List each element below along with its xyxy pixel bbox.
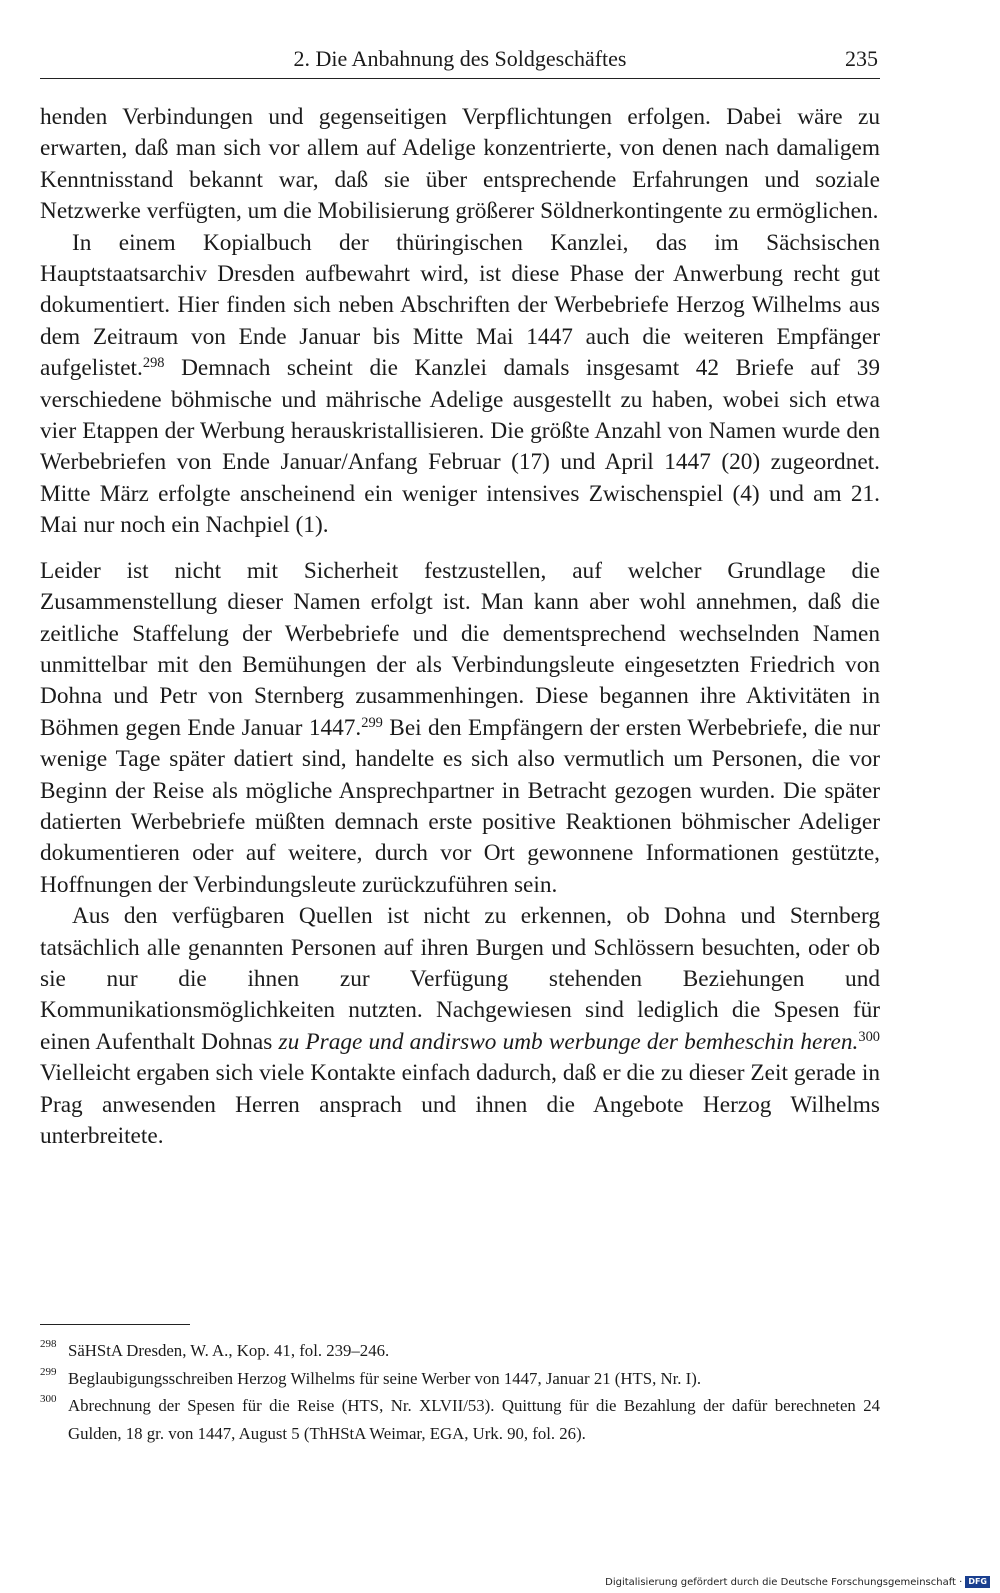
footnote-divider [40, 1324, 190, 1325]
paragraph-text: Bei den Empfängern der ersten Werbebriefe, die nur wenige Tage später datiert sind, handelte es sich also vermutlich um Personen, die vor Beginn der Reise als mögliche Ansprechpartner in Betracht gezogen wurden. Die später datierten Werbebriefe müßten demnach erste positive Reaktionen böhmischer Adeliger dokumentieren oder auf weitere, durch vor Ort gewonnene Informationen gestützte, Hoffnungen der Verbindungsleute zurückzuführen sein. [40, 714, 880, 898]
digitization-credit-text: Digitalisierung gefördert durch die Deutsche Forschungsgemeinschaft · [605, 1576, 963, 1588]
footnote-number: 300 [40, 1393, 57, 1405]
paragraph [40, 102, 880, 228]
footnote-text: Beglaubigungsschreiben Herzog Wilhelms für seine Werber von 1447, Januar 21 (HTS, Nr. I). [68, 1368, 702, 1388]
footnotes [40, 1337, 880, 1447]
footnote-text: SäHStA Dresden, W. A., Kop. 41, fol. 239–246. [68, 1341, 390, 1360]
footnote [40, 1365, 880, 1393]
italic-quotation: zu Prage und andirswo umb werbunge der bemheschin heren. [278, 1028, 859, 1055]
paragraph [40, 556, 880, 901]
footnote [40, 1337, 880, 1365]
paragraph [40, 901, 880, 1152]
footnote-number: 299 [40, 1365, 57, 1378]
paragraph-text: henden Verbindungen und gegenseitigen Verpflichtungen erfolgen. Dabei wäre zu erwarten, daß man sich vor allem auf Adelige konzentrierte, von denen nach damaligem Kenntnisstand bekannt war, daß sie über entsprechende Erfahrungen und soziale Netzwerke verfügten, um die Mobilisierung größerer Söldnerkontingente zu ermöglichen. [40, 104, 880, 225]
main-text [40, 102, 880, 1152]
digitization-credit [605, 1576, 990, 1588]
footnote [40, 1392, 880, 1447]
page-number: 235 [845, 46, 878, 71]
paragraph-text: Aus den verfügbaren Quellen ist nicht zu erkennen, ob Dohna und Sternberg tatsächlich alle genannten Personen auf ihren Burgen und Schlössern besuchten, oder ob sie nur die ihnen zur Verfügung stehenden Beziehungen und Kommunikationsmöglichkeiten nutzten. Nachgewiesen sind lediglich die Spesen für einen Aufenthalt Dohnas [40, 903, 880, 1055]
paragraph-text: Vielleicht ergaben sich viele Kontakte einfach dadurch, daß er die zu dieser Zeit gerade in Prag anwesenden Herren ansprach und ihnen die Angebote Herzog Wilhelms unterbreitete. [40, 1060, 880, 1149]
footnote-reference: 299 [361, 714, 383, 731]
dfg-logo: DFG [965, 1576, 990, 1588]
chapter-title: 2. Die Anbahnung des Soldgeschäftes [293, 46, 627, 71]
running-header [40, 44, 880, 79]
paragraph-text: Demnach scheint die Kanzlei damals insgesamt 42 Briefe auf 39 verschiedene böhmische und mährische Adelige ausgestellt zu haben, wobei sich etwa vier Etappen der Werbung herauskristallisieren. Die größte Anzahl von Namen wurde den Werbebriefen von Ende Januar/Anfang Februar (17) und April 1447 (20) zugeordnet. Mitte März erfolgte anscheinend ein weniger intensives Zwischenspiel (4) und am 21. Mai nur noch ein Nachpiel (1). [40, 355, 880, 539]
paragraph-text: Leider ist nicht mit Sicherheit festzustellen, auf welcher Grundlage die Zusammenstellung dieser Namen erfolgt ist. Man kann aber wohl annehmen, daß die zeitliche Staffelung der Werbebriefe und die dementsprechend wechselnden Namen unmittelbar mit den Bemühungen der als Verbindungsleute eingesetzten Friedrich von Dohna und Petr von Sternberg zusammenhingen. Diese begannen ihre Aktivitäten in Böhmen gegen Ende Januar 1447. [40, 557, 880, 741]
footnote-number: 298 [40, 1338, 57, 1350]
paragraph [40, 228, 880, 542]
footnote-text: Abrechnung der Spesen für die Reise (HTS, Nr. XLVII/53). Quittung für die Bezahlung der dafür berechneten 24 Gulden, 18 gr. von 1447, August 5 (ThHStA Weimar, EGA, Urk. 90, fol. 26). [68, 1396, 880, 1443]
footnote-reference: 298 [142, 355, 165, 372]
paragraph-text: In einem Kopialbuch der thüringischen Kanzlei, das im Sächsischen Hauptstaatsarchiv Dresden aufbewahrt wird, ist diese Phase der Anwerbung recht gut dokumentiert. Hier finden sich neben Abschriften der Werbebriefe Herzog Wilhelms aus dem Zeitraum von Ende Januar bis Mitte Mai 1447 auch die weiteren Empfänger aufgelistet. [40, 229, 880, 382]
footnote-reference: 300 [858, 1028, 880, 1045]
